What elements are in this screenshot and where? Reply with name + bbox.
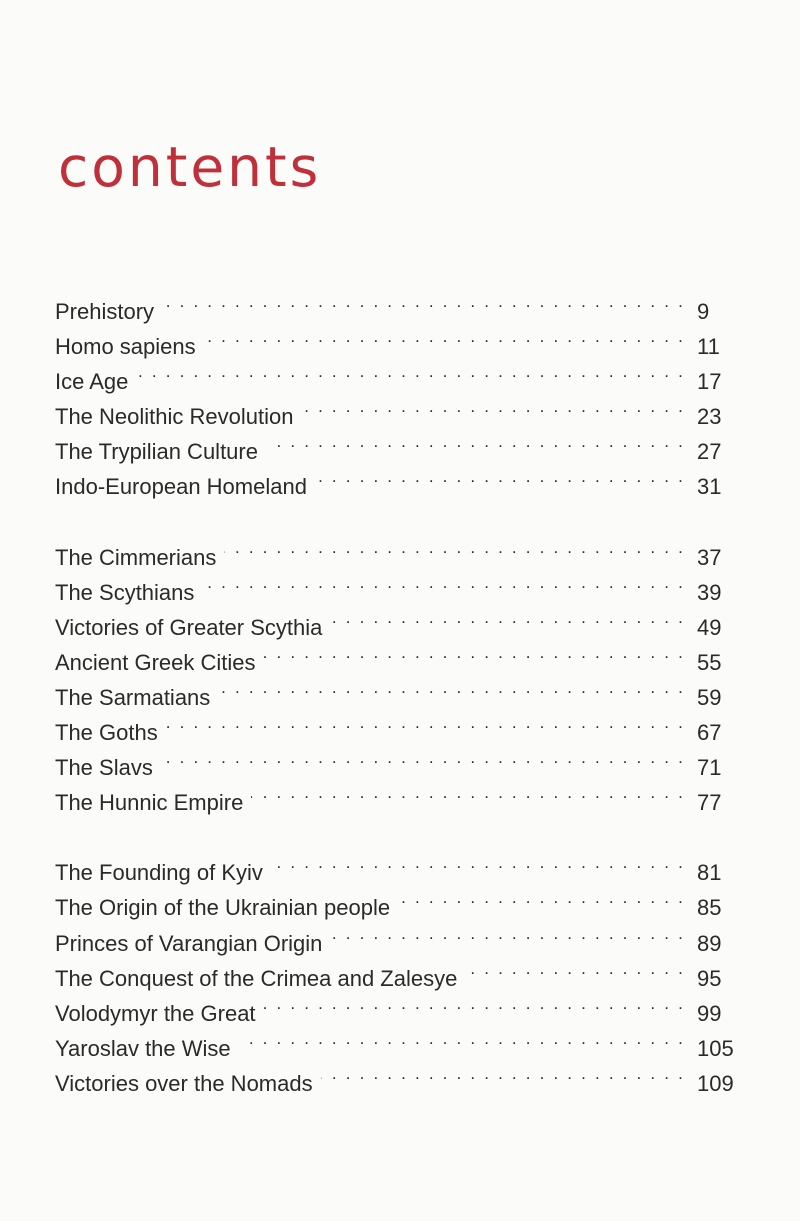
toc-entry[interactable] xyxy=(55,530,741,570)
toc-entry-page: 81 xyxy=(697,860,722,886)
toc-group-1 xyxy=(55,284,741,500)
toc-entry-title: Princes of Varangian Origin xyxy=(55,930,323,956)
toc-entry-title: Victories of Greater Scythia xyxy=(55,614,323,640)
toc-entry-page: 71 xyxy=(697,755,722,781)
toc-entry-title: Ancient Greek Cities xyxy=(55,649,256,675)
toc-entry-title: The Sarmatians xyxy=(55,684,211,710)
dot-leader xyxy=(465,951,685,986)
toc-entry-title: The Slavs xyxy=(55,755,153,781)
toc-entry-title: Ice Age xyxy=(55,369,129,395)
toc-entry-page: 105 xyxy=(697,1035,734,1061)
toc-group-2 xyxy=(55,530,741,816)
toc-entry-title: The Trypilian Culture xyxy=(55,439,258,465)
dot-leader xyxy=(166,705,685,740)
toc-entry-page: 27 xyxy=(697,439,722,465)
dot-leader xyxy=(330,916,685,951)
toc-entry-title: Volodymyr the Great xyxy=(55,1000,256,1026)
table-of-contents xyxy=(55,284,741,1096)
dot-leader xyxy=(136,354,685,389)
dot-leader xyxy=(315,459,685,494)
toc-entry-page: 39 xyxy=(697,579,722,605)
toc-entry-title: Indo-European Homeland xyxy=(55,474,307,500)
dot-leader xyxy=(266,424,685,459)
dot-leader xyxy=(204,319,685,354)
toc-entry-page: 59 xyxy=(697,684,722,710)
dot-leader xyxy=(202,565,685,600)
toc-entry-title: The Cimmerians xyxy=(55,544,217,570)
toc-entry-title: The Conquest of the Crimea and Zalesye xyxy=(55,965,458,991)
toc-entry-title: The Hunnic Empire xyxy=(55,790,244,816)
dot-leader xyxy=(239,1021,685,1056)
toc-entry-page: 23 xyxy=(697,404,722,430)
toc-entry-page: 55 xyxy=(697,649,722,675)
toc-entry-title: Yaroslav the Wise xyxy=(55,1035,231,1061)
toc-entry-page: 67 xyxy=(697,720,722,746)
dot-leader xyxy=(301,389,685,424)
toc-entry-title: Victories over the Nomads xyxy=(55,1070,313,1096)
dot-leader xyxy=(218,670,685,705)
toc-entry-title: The Origin of the Ukrainian people xyxy=(55,895,391,921)
dot-leader xyxy=(251,775,685,810)
toc-entry-title: The Goths xyxy=(55,720,158,746)
toc-entry-page: 85 xyxy=(697,895,722,921)
dot-leader xyxy=(264,635,685,670)
dot-leader xyxy=(162,284,685,319)
toc-entry-page: 99 xyxy=(697,1000,722,1026)
toc-entry[interactable] xyxy=(55,845,741,886)
toc-entry-title: Homo sapiens xyxy=(55,334,196,360)
dot-leader xyxy=(224,530,685,565)
toc-entry[interactable] xyxy=(55,354,741,395)
toc-entry-page: 9 xyxy=(697,299,710,324)
dot-leader xyxy=(264,986,685,1021)
toc-entry-page: 49 xyxy=(697,614,722,640)
toc-entry-page: 37 xyxy=(697,544,722,570)
toc-entry-title: The Founding of Kyiv xyxy=(55,860,263,886)
toc-entry-page: 89 xyxy=(697,930,722,956)
dot-leader xyxy=(330,600,685,635)
toc-entry-page: 77 xyxy=(697,790,722,816)
toc-entry[interactable] xyxy=(55,389,741,430)
toc-entry-title: The Scythians xyxy=(55,579,195,605)
toc-entry-title: Prehistory xyxy=(55,299,155,324)
toc-entry-page: 109 xyxy=(697,1070,734,1096)
toc-entry-page: 17 xyxy=(697,369,722,395)
toc-entry-page: 31 xyxy=(697,474,722,500)
dot-leader xyxy=(271,845,685,880)
dot-leader xyxy=(161,740,685,775)
toc-group-3 xyxy=(55,845,741,1096)
toc-entry[interactable] xyxy=(55,284,741,324)
page-title: contents xyxy=(58,135,322,199)
dot-leader xyxy=(398,880,685,915)
toc-entry-page: 11 xyxy=(697,334,720,360)
toc-entry-title: The Neolithic Revolution xyxy=(55,404,294,430)
toc-entry-page: 95 xyxy=(697,965,722,991)
dot-leader xyxy=(321,1056,685,1091)
